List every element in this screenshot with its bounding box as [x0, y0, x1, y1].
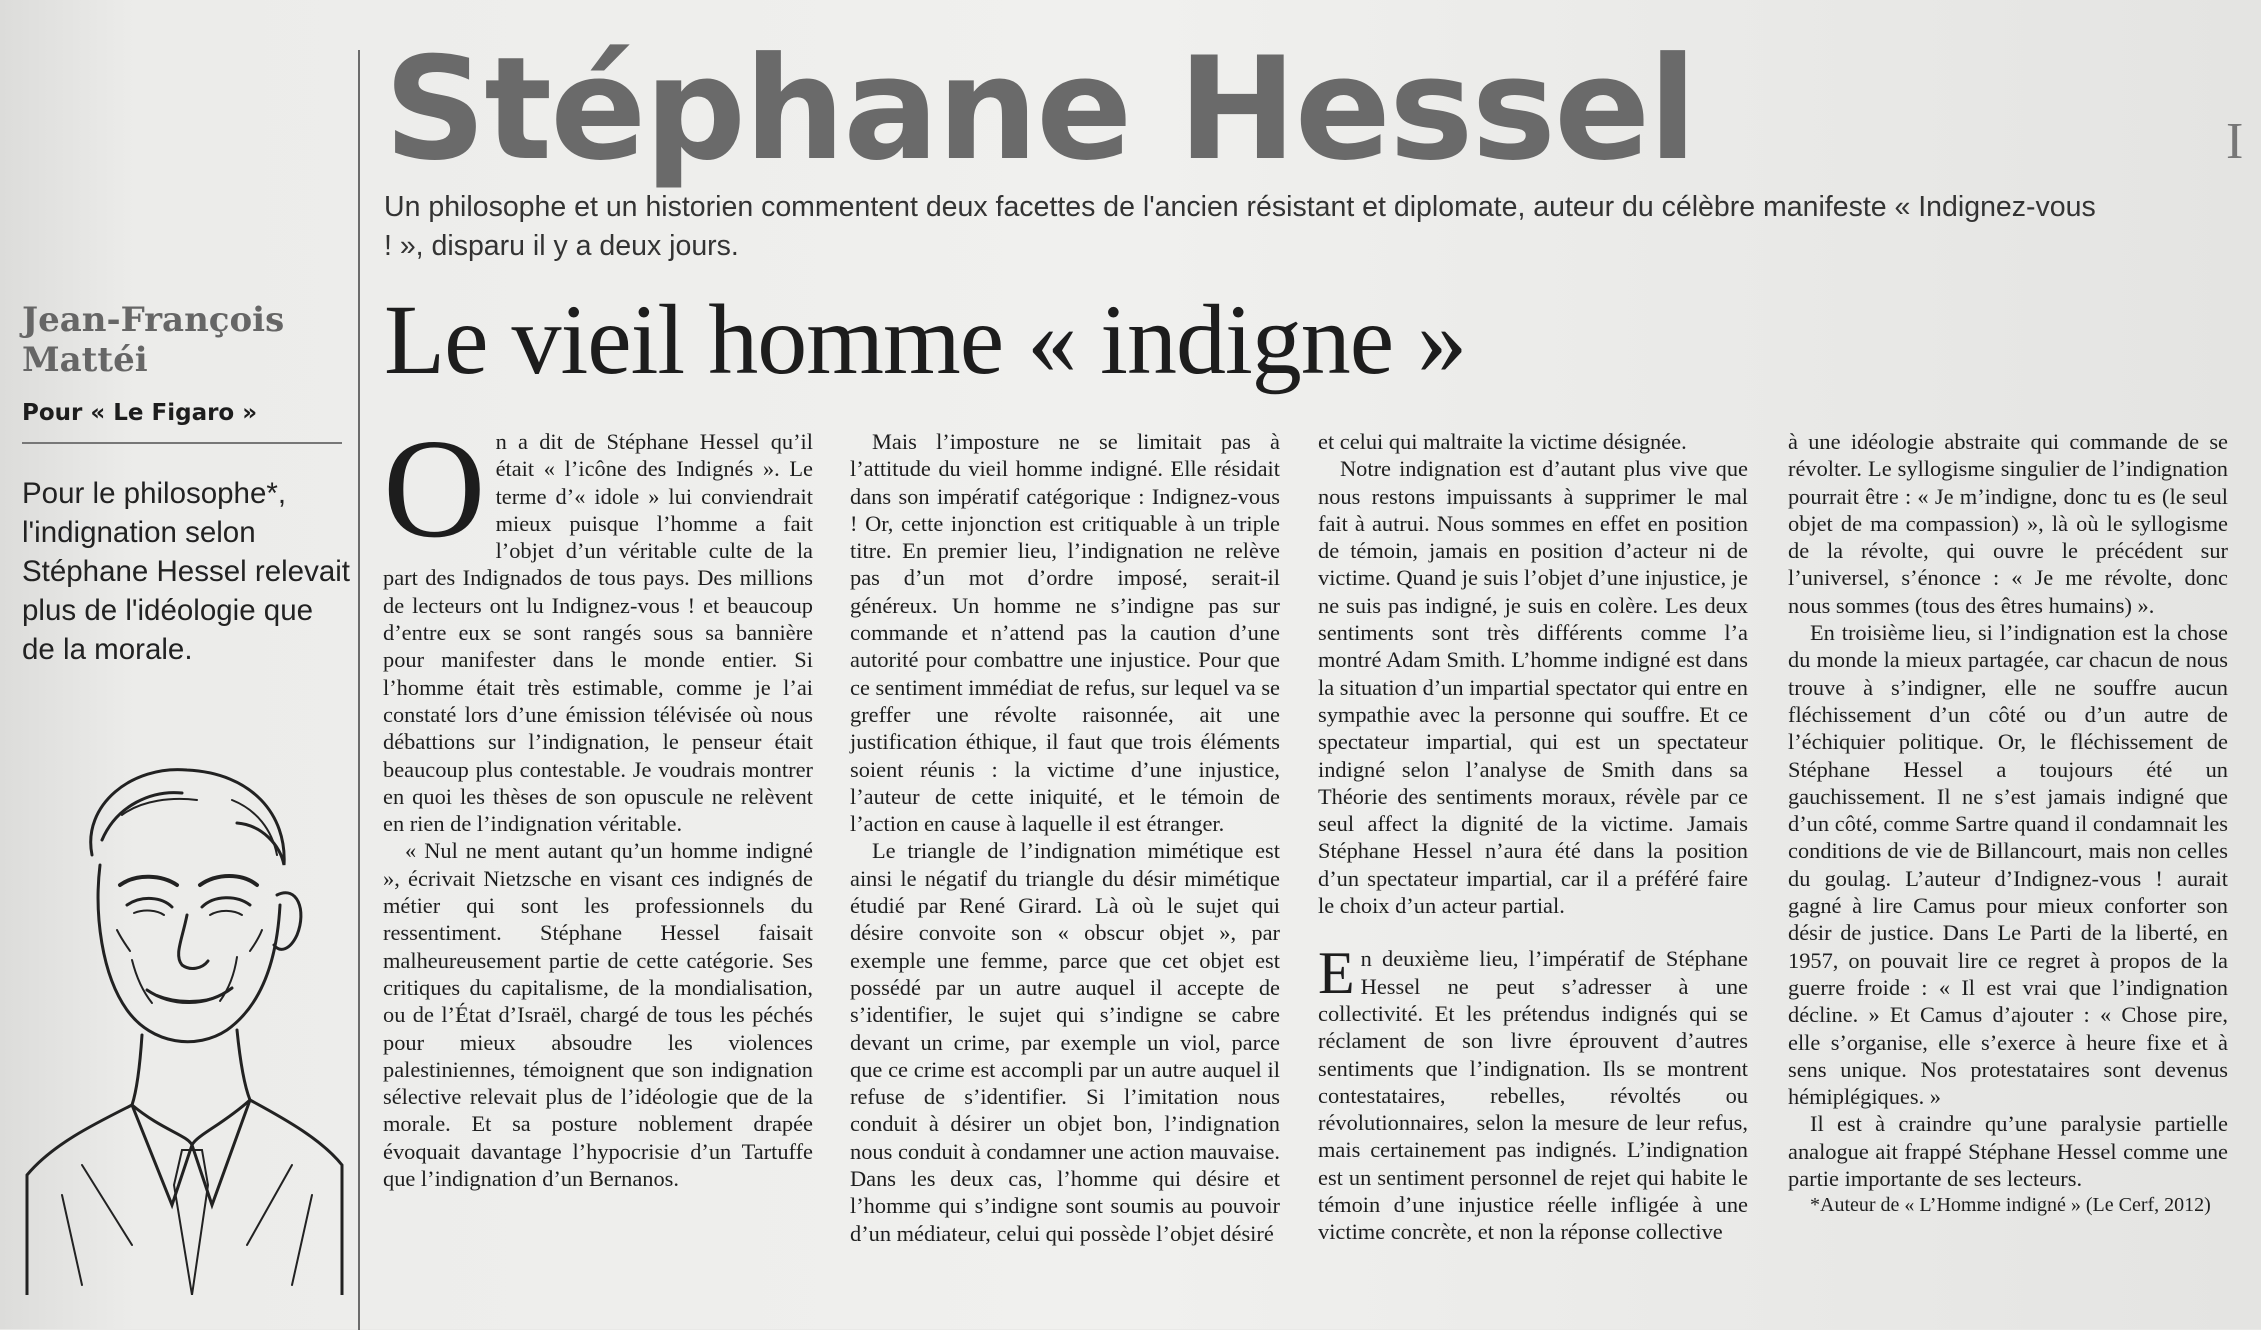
paragraph: « Nul ne ment autant qu’un homme indigné », écrivait Nietzsche en visant ces indignés de métier qui sont les professionnels du ressentiment. Stéphane Hessel faisait malheureusement partie de cette catégorie. Ses critiques du capitalisme, de la mondialisation, ou de l’État d’Israël, chargé de tous les péchés pour mieux absoudre les violences palestiniennes, témoignent que son indignation sélective relevait plus de l’idéologie que de la morale. Et sa posture noblement drapée évoquait davantage l’hypocrisie d’un Tartuffe que l’indignation d’un Bernanos. [383, 838, 813, 1192]
drop-cap: E [1318, 940, 1355, 1007]
column-divider [358, 50, 360, 1330]
paragraph: et celui qui maltraite la victime désignée. [1318, 429, 1687, 454]
sidebar-divider [22, 442, 342, 444]
paragraph: à une idéologie abstraite qui commande de se révolter. Le syllogisme singulier de l’indignation pourrait être : « Je m’indigne, donc tu es (le seul objet de ma compassion) », là où le syllogisme de la révolte, qui ouvre le précédent sur l’universel, s’énonce : « Je me révolte, donc nous sommes (tous des êtres humains) ». [1788, 429, 2228, 618]
drop-cap: O [383, 409, 486, 567]
section-title: Stéphane Hessel [384, 27, 1696, 192]
paragraph: Le triangle de l’indignation mimétique est ainsi le négatif du triangle du désir mimétique étudié par René Girard. Là où le sujet qui désire convoite son « obscur objet », par exemple une femme, parce que cet objet est possédé par un autre auquel il accepte de s’identifier, le sujet qui s’indigne se cabre devant un crime, par exemple un viol, parce que ce crime est accompli par un autre auquel il refuse de s’identifier. Si l’imitation nous conduit à désirer un objet bon, l’indignation nous conduit à condamner une action mauvaise. Dans les deux cas, l’homme qui désire et l’homme qui s’indigne sont soumis au pouvoir d’un médiateur, celui qui possède l’objet désiré [850, 838, 1280, 1246]
paragraph: Notre indignation est d’autant plus vive que nous restons impuissants à supprimer le mal fait à autrui. Nous sommes en effet en position de témoin, jamais en position d’acteur ni de victime. Quand je suis l’objet d’une injustice, je ne suis pas indigné, je suis en colère. Les deux sentiments sont très différents comme l’a montré Adam Smith. L’homme indigné est dans la situation d’un impartial spectator qui entre en sympathie avec la personne qui souffre. Et ce spectateur impartial, qui est un spectateur indigné selon l’analyse de Smith dans sa Théorie des sentiments moraux, révèle par ce seul affect la dignité de la victime. Jamais Stéphane Hessel n’aura été dans la position d’un spectateur impartial, car il a préféré faire le choix d’un acteur partial. [1318, 456, 1748, 919]
article-column-3 [1318, 428, 1748, 1246]
intro-text: Un philosophe et un historien commentent deux facettes de l'ancien résistant et diplomate, auteur du célèbre manifeste « Indignez-vous ! », disparu il y a deux jours. [384, 191, 2096, 262]
paragraph: En troisième lieu, si l’indignation est la chose du monde la mieux partagée, car chacun de nous trouve à s’indigner, elle ne souffre aucun fléchissement d’un côté ou d’un autre de l’échiquier politique. Or, le fléchissement de Stéphane Hessel a toujours été un gauchissement. Il ne s’est jamais indigné que d’un côté, comme Sartre quand il condamnait les conditions de vie de Billancourt, mais non celles du goulag. L’auteur d’Indignez-vous ! aurait gagné à lire Camus pour mieux conforter son désir de justice. Dans Le Parti de la liberté, en 1957, on pouvait lire ce regret à propos de la guerre froide : « Il est vrai que l’indignation décline. » Et Camus d’ajouter : « Chose pire, elle s’organise, elle s’exerce à heure fixe et à sens unique. Nos protestataires sont devenus hémiplégiques. » [1788, 620, 2228, 1110]
author-last-name: Mattéi [22, 340, 148, 380]
pull-quote: Pour le philosophe*, l'indignation selon Stéphane Hessel relevait plus de l'idéologie que de la morale. [22, 477, 350, 666]
paragraph: On a dit de Stéphane Hessel qu’il était « l’icône des Indignés ». Le terme d’« idole » lui conviendrait mieux puisque l’homme a fait l’objet d’un véritable culte de la part des Indignados de tous pays. Des millions de lecteurs ont lu Indignez-vous ! et beaucoup d’entre eux se sont rangés sous sa bannière pour manifester dans le monde entier. Si l’homme était très estimable, comme je l’ai constaté lors d’une émission télévisée où nous débattions sur l’indignation, le penseur était beaucoup plus contestable. Je voudrais montrer en quoi les thèses de son opuscule ne relèvent en rien de l’indignation véritable. [383, 409, 813, 837]
author-portrait-illustration [22, 745, 344, 1295]
article-column-4 [1788, 428, 2228, 1218]
article-headline: Le vieil homme « indigne » [384, 284, 1467, 395]
author-role: Pour « Le Figaro » [22, 400, 258, 426]
paragraph: Mais l’imposture ne se limitait pas à l’attitude du vieil homme indigné. Elle résidait dans son impératif catégorique : Indignez-vous ! Or, cette injonction est critiquable à un triple titre. En premier lieu, l’indignation ne relève pas d’un mot d’ordre imposé, serait-il généreux. Un homme ne s’indigne pas sur commande et n’attend pas la caution d’une autorité pour combattre une injustice. Pour que ce sentiment immédiat de refus, sur lequel va se greffer une révolte raisonnée, ait une justification éthique, il faut que trois éléments soient réunis : la victime d’une injustice, l’auteur de cette iniquité, et le témoin de l’action en cause à laquelle il est étranger. [850, 429, 1280, 837]
article-column-2 [850, 428, 1280, 1247]
article-column-1 [383, 409, 813, 1192]
author-name [22, 300, 342, 380]
paragraph: En deuxième lieu, l’impératif de Stéphane Hessel ne peut s’adresser à une collectivité. Et les prétendus indignés qui se réclament de son livre éprouvent d’autres sentiments que l’indignation. Ils se montrent contestataires, rebelles, révoltés ou révolutionnaires, selon la mesure de leur refus, mais certainement pas indignés. L’indignation est un sentiment personnel de rejet qui habite le témoin d’une injustice réelle infligée à une victime concrète, et non la réponse collective [1318, 940, 1748, 1245]
page-edge-mark: I [2226, 113, 2244, 170]
paragraph: Il est à craindre qu’une paralysie partielle analogue ait frappé Stéphane Hessel comme une partie importante de ses lecteurs. [1788, 1111, 2228, 1192]
author-first-name: Jean-François [22, 300, 285, 340]
author-footnote: *Auteur de « L’Homme indigné » (Le Cerf, 2012) [1810, 1194, 2211, 1217]
